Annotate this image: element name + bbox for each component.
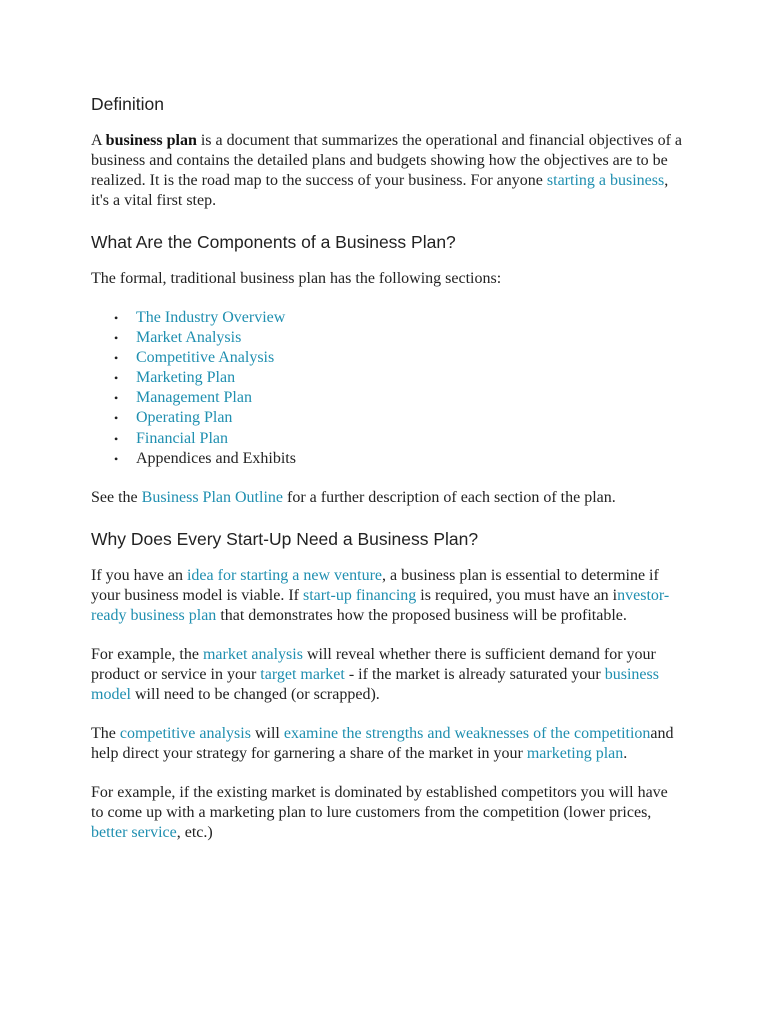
- marketing-plan-inline-link[interactable]: marketing plan: [526, 744, 624, 762]
- list-item[interactable]: [136, 429, 683, 449]
- competitive-analysis-inline-link[interactable]: competitive analysis: [119, 724, 251, 742]
- definition-paragraph: A business plan is a document that summarizes the operational and financial objectives of a business and contains the detailed plans and budgets showing how the objectives are to be realized. It is the road map to the success of your business. For anyone starting a business, it's a vital first step.: [91, 132, 683, 209]
- why-paragraph-1: If you have an idea for starting a new venture, a business plan is essential to determine if your business model is viable. If start-up financing is required, you must have an investor-ready business plan that demonstrates how the proposed business will be profitable.: [91, 566, 670, 624]
- business-plan-outline-link[interactable]: Business Plan Outline: [141, 488, 283, 506]
- list-item[interactable]: [136, 308, 683, 328]
- list-item[interactable]: [136, 408, 683, 428]
- investor-ready-plan-link[interactable]: nvestor-ready business plan: [91, 586, 670, 624]
- financial-plan-link[interactable]: Financial Plan: [136, 429, 228, 447]
- starting-a-business-link[interactable]: starting a business: [546, 172, 665, 189]
- definition-heading: Definition: [91, 94, 164, 114]
- why-heading: Why Does Every Start-Up Need a Business Plan?: [91, 528, 479, 549]
- sections-list: [91, 308, 683, 469]
- business-plan-term: business plan: [105, 132, 197, 149]
- list-item[interactable]: [136, 388, 683, 408]
- appendices-text: Appendices and Exhibits: [136, 449, 296, 467]
- list-item: [136, 449, 683, 469]
- components-intro: The formal, traditional business plan has the following sections:: [91, 270, 502, 287]
- market-analysis-inline-link[interactable]: market analysis: [202, 645, 303, 663]
- industry-overview-link[interactable]: The Industry Overview: [136, 309, 286, 326]
- marketing-plan-link[interactable]: Marketing Plan: [136, 369, 236, 387]
- document-page: [91, 92, 683, 843]
- idea-new-venture-link[interactable]: idea for starting a new venture: [186, 566, 382, 584]
- startup-financing-link[interactable]: start-up financing: [302, 586, 417, 604]
- management-plan-link[interactable]: Management Plan: [136, 389, 252, 407]
- market-analysis-link[interactable]: Market Analysis: [136, 329, 242, 347]
- why-paragraph-2: For example, the market analysis will reveal whether there is sufficient demand for your product or service in your target market - if the market is already saturated your business model will need to be changed (or scrapped).: [91, 645, 659, 703]
- components-heading: What Are the Components of a Business Plan?: [91, 232, 456, 252]
- better-service-link[interactable]: better service: [91, 823, 177, 841]
- operating-plan-link[interactable]: Operating Plan: [136, 409, 233, 427]
- why-paragraph-3: The competitive analysis will examine the strengths and weaknesses of the competitionand help direct your strategy for garnering a share of the market in your marketing plan.: [91, 724, 674, 762]
- target-market-link[interactable]: target market: [260, 665, 345, 683]
- why-paragraph-4: For example, if the existing market is dominated by established competitors you will have to come up with a marketing plan to lure customers from the competition (lower prices, better service, etc.): [91, 783, 668, 841]
- competitive-analysis-link[interactable]: Competitive Analysis: [136, 349, 275, 367]
- strengths-weaknesses-link[interactable]: examine the strengths and weaknesses of the competition: [283, 724, 651, 742]
- outline-paragraph: See the Business Plan Outline for a further description of each section of the plan.: [91, 488, 616, 506]
- list-item[interactable]: [136, 368, 683, 388]
- list-item[interactable]: [136, 328, 683, 348]
- list-item[interactable]: [136, 348, 683, 368]
- business-model-link[interactable]: business model: [91, 665, 659, 703]
